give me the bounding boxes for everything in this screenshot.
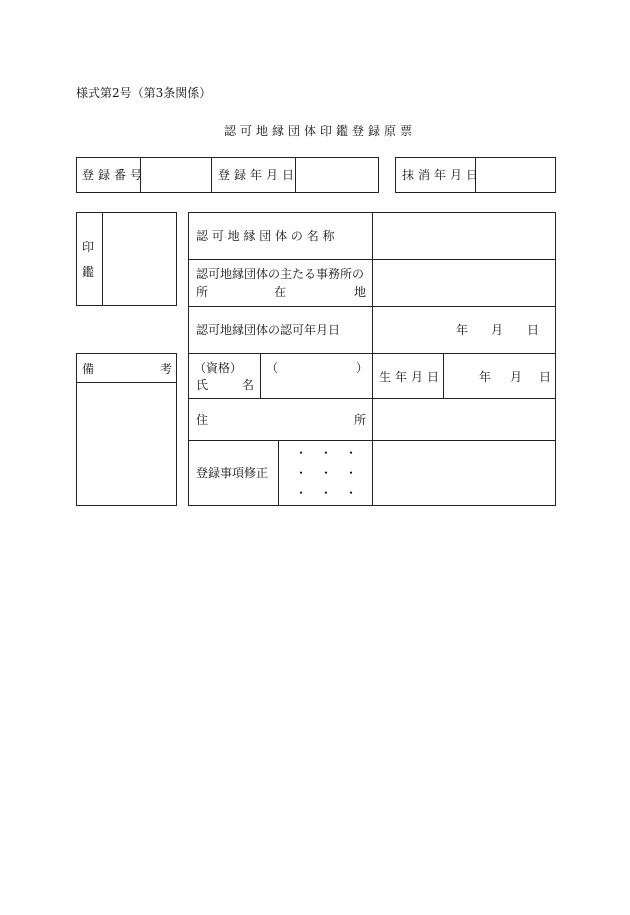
divider bbox=[188, 353, 556, 354]
amendment-label: 登録事項修正 bbox=[196, 466, 269, 480]
approval-date-label: 認可地縁団体の認可年月日 bbox=[196, 323, 341, 337]
office-label-a: 所 bbox=[196, 285, 209, 299]
org-name-field[interactable] bbox=[373, 213, 555, 259]
page-title: 認可地縁団体印鑑登録原票 bbox=[224, 124, 417, 138]
office-label-c: 地 bbox=[354, 285, 367, 299]
amendment-field[interactable] bbox=[373, 441, 555, 505]
amend-dot: ・ bbox=[345, 486, 358, 500]
divider bbox=[211, 157, 212, 193]
divider bbox=[188, 306, 556, 307]
form-number: 様式第2号（第3条関係） bbox=[76, 86, 212, 100]
birth-date-label: 生年月日 bbox=[379, 370, 444, 384]
registration-number-label: 登録番号 bbox=[82, 168, 147, 182]
address-field[interactable] bbox=[373, 399, 555, 440]
birth-day: 日 bbox=[539, 370, 552, 384]
office-label-b: 在 bbox=[274, 285, 287, 299]
office-label-line1: 認可地縁団体の主たる事務所の bbox=[196, 267, 365, 281]
amend-dot: ・ bbox=[320, 446, 333, 460]
seal-label-2: 鑑 bbox=[82, 265, 95, 279]
paren-close: ） bbox=[356, 361, 369, 375]
name-label-b: 名 bbox=[242, 378, 255, 392]
org-name-label: 認 可 地 縁 団 体 の 名 称 bbox=[196, 229, 335, 243]
amend-dot: ・ bbox=[345, 466, 358, 480]
remarks-label-right: 考 bbox=[160, 362, 173, 376]
approval-year: 年 bbox=[456, 323, 469, 337]
registration-date-label: 登録年月日 bbox=[218, 168, 299, 182]
name-label-a: 氏 bbox=[196, 378, 209, 392]
divider bbox=[443, 353, 444, 398]
amend-dot: ・ bbox=[295, 486, 308, 500]
seal-imprint-area[interactable] bbox=[103, 213, 176, 305]
amend-dot: ・ bbox=[295, 446, 308, 460]
approval-day: 日 bbox=[527, 323, 540, 337]
remarks-field[interactable] bbox=[77, 383, 176, 505]
cancellation-date-field[interactable] bbox=[476, 158, 555, 192]
registration-date-field[interactable] bbox=[296, 158, 378, 192]
office-address-field[interactable] bbox=[373, 260, 555, 306]
seal-label-1: 印 bbox=[82, 240, 95, 254]
cancellation-date-label: 抹消年月日 bbox=[402, 168, 483, 182]
birth-month: 月 bbox=[510, 370, 523, 384]
amend-dot: ・ bbox=[320, 486, 333, 500]
qualification-label: （資格） bbox=[194, 361, 243, 375]
approval-month: 月 bbox=[491, 323, 504, 337]
paren-open: （ bbox=[266, 361, 279, 375]
divider bbox=[278, 440, 279, 506]
amend-dot: ・ bbox=[320, 466, 333, 480]
address-label-b: 所 bbox=[354, 413, 367, 427]
birth-year: 年 bbox=[479, 370, 492, 384]
amend-dot: ・ bbox=[295, 466, 308, 480]
name-field[interactable] bbox=[261, 354, 371, 397]
amend-dot: ・ bbox=[345, 446, 358, 460]
remarks-label-left: 備 bbox=[82, 362, 95, 376]
registration-number-field[interactable] bbox=[141, 158, 210, 192]
address-label-a: 住 bbox=[196, 413, 209, 427]
